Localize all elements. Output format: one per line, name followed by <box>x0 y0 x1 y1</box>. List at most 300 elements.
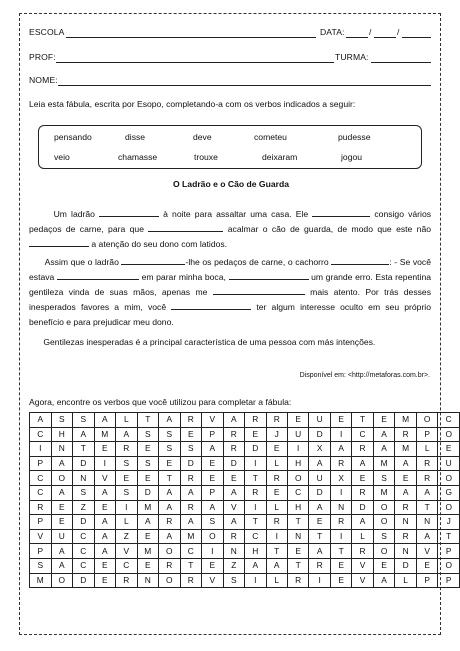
grid-cell[interactable]: A <box>116 427 137 442</box>
grid-cell[interactable]: A <box>94 529 116 544</box>
grid-cell[interactable]: N <box>330 500 351 515</box>
grid-cell[interactable]: R <box>116 442 137 457</box>
grid-cell[interactable]: P <box>202 485 224 500</box>
grid-row <box>30 544 460 559</box>
grid-cell[interactable]: D <box>137 485 159 500</box>
grid-cell[interactable]: M <box>94 427 116 442</box>
grid-cell[interactable]: U <box>309 413 330 428</box>
grid-cell[interactable]: L <box>416 442 438 457</box>
grid-cell[interactable]: N <box>395 515 417 530</box>
grid-cell[interactable]: P <box>416 427 438 442</box>
grid-cell[interactable]: P <box>30 515 52 530</box>
grid-cell[interactable]: R <box>159 515 181 530</box>
grid-cell[interactable]: A <box>51 544 73 559</box>
grid-cell[interactable]: P <box>30 456 52 471</box>
grid-cell[interactable]: E <box>373 413 395 428</box>
blank-field[interactable] <box>99 207 159 217</box>
grid-cell[interactable]: S <box>137 456 159 471</box>
grid-cell[interactable]: A <box>309 544 330 559</box>
grid-cell[interactable]: V <box>202 573 224 588</box>
grid-cell[interactable]: E <box>180 427 202 442</box>
story-text: -lhe os pedaços de carne, o cachorro <box>185 257 329 267</box>
grid-cell[interactable]: C <box>116 558 137 573</box>
word-bank-item: trouxe <box>194 152 218 162</box>
grid-cell[interactable]: S <box>137 427 159 442</box>
grid-cell[interactable]: O <box>438 427 460 442</box>
grid-cell[interactable]: R <box>180 471 202 486</box>
grid-cell[interactable]: C <box>245 529 266 544</box>
grid-cell[interactable]: S <box>373 529 395 544</box>
grid-cell[interactable]: T <box>352 413 373 428</box>
grid-cell[interactable]: Z <box>116 529 137 544</box>
grid-cell[interactable]: D <box>223 456 244 471</box>
blank-field[interactable] <box>331 255 389 265</box>
grid-cell[interactable]: R <box>266 471 287 486</box>
word-bank-item: pudesse <box>338 132 371 142</box>
grid-cell[interactable]: R <box>395 427 417 442</box>
grid-cell[interactable]: T <box>287 558 309 573</box>
grid-cell[interactable]: O <box>202 529 224 544</box>
grid-cell[interactable]: V <box>352 558 373 573</box>
blank-field[interactable] <box>57 270 139 280</box>
story-text: Gentilezas inesperadas é a principal característica de uma pessoa com más intenções. <box>43 337 376 347</box>
grid-cell[interactable]: E <box>330 413 351 428</box>
blank-field[interactable] <box>213 285 305 295</box>
grid-cell[interactable]: A <box>159 500 181 515</box>
nome-field[interactable] <box>58 85 431 86</box>
grid-cell[interactable]: T <box>287 515 309 530</box>
grid-cell[interactable]: R <box>416 456 438 471</box>
grid-cell[interactable]: R <box>180 573 202 588</box>
word-bank-item: cometeu <box>254 132 287 142</box>
grid-cell[interactable]: P <box>438 544 460 559</box>
grid-cell[interactable]: A <box>137 515 159 530</box>
grid-cell[interactable]: E <box>287 413 309 428</box>
grid-cell[interactable]: P <box>438 573 460 588</box>
story-text: : - Se você estava <box>29 257 431 282</box>
data-separator: / <box>369 27 372 37</box>
grid-cell[interactable]: E <box>309 515 330 530</box>
grid-cell[interactable]: R <box>352 544 373 559</box>
word-bank-item: pensando <box>54 132 92 142</box>
grid-cell[interactable]: C <box>73 529 94 544</box>
grid-cell[interactable]: S <box>159 427 181 442</box>
turma-label: TURMA: <box>335 52 369 62</box>
story-text: à noite para assaltar uma casa. Ele <box>163 209 309 219</box>
grid-cell[interactable]: E <box>137 529 159 544</box>
grid-cell[interactable]: A <box>352 456 373 471</box>
word-bank-item: disse <box>125 132 146 142</box>
grid-cell[interactable]: N <box>73 471 94 486</box>
story-paragraph-1 <box>29 207 431 252</box>
grid-cell[interactable]: A <box>94 515 116 530</box>
grid-cell[interactable]: E <box>159 456 181 471</box>
grid-cell[interactable]: E <box>94 558 116 573</box>
grid-cell[interactable]: S <box>159 442 181 457</box>
grid-cell[interactable]: A <box>373 442 395 457</box>
grid-cell[interactable]: I <box>245 456 266 471</box>
grid-cell[interactable]: T <box>137 413 159 428</box>
grid-cell[interactable]: E <box>94 500 116 515</box>
grid-cell[interactable]: I <box>266 529 287 544</box>
grid-cell[interactable]: A <box>73 427 94 442</box>
grid-cell[interactable]: I <box>245 573 266 588</box>
grid-cell[interactable]: M <box>395 413 417 428</box>
story-text: consigo vários pedaços de carne, para que <box>29 209 432 234</box>
grid-cell[interactable]: E <box>245 427 266 442</box>
grid-cell[interactable]: E <box>287 544 309 559</box>
grid-row <box>30 558 460 573</box>
grid-cell[interactable]: H <box>245 544 266 559</box>
grid-cell[interactable]: E <box>94 442 116 457</box>
story-text: Um ladrão <box>53 209 95 219</box>
grid-cell[interactable]: N <box>287 529 309 544</box>
grid-row <box>30 500 460 515</box>
grid-cell[interactable]: C <box>30 427 52 442</box>
grid-cell[interactable]: M <box>373 485 395 500</box>
grid-cell[interactable]: O <box>438 558 460 573</box>
data-label: DATA: <box>320 27 345 37</box>
grid-cell[interactable]: E <box>202 471 224 486</box>
grid-cell[interactable]: A <box>94 485 116 500</box>
data-year-field[interactable] <box>402 37 431 38</box>
grid-cell[interactable]: R <box>309 558 330 573</box>
data-day-field[interactable] <box>346 37 368 38</box>
grid-cell[interactable]: A <box>30 413 52 428</box>
turma-field[interactable] <box>371 62 431 63</box>
grid-cell[interactable]: O <box>416 413 438 428</box>
grid-cell[interactable]: M <box>395 442 417 457</box>
grid-cell[interactable]: R <box>352 485 373 500</box>
grid-cell[interactable]: E <box>137 442 159 457</box>
grid-cell[interactable]: A <box>94 544 116 559</box>
escola-field[interactable] <box>66 37 316 38</box>
grid-cell[interactable]: R <box>266 515 287 530</box>
grid-cell[interactable]: N <box>223 544 244 559</box>
story-text: Assim que o ladrão <box>44 257 119 267</box>
grid-cell[interactable]: D <box>245 442 266 457</box>
blank-field[interactable] <box>148 222 223 232</box>
grid-cell[interactable]: A <box>352 515 373 530</box>
grid-cell[interactable]: E <box>116 471 137 486</box>
grid-cell[interactable]: A <box>266 558 287 573</box>
grid-cell[interactable]: E <box>330 558 351 573</box>
grid-cell[interactable]: I <box>309 573 330 588</box>
grid-cell[interactable]: R <box>180 413 202 428</box>
grid-cell[interactable]: L <box>266 573 287 588</box>
story-title: O Ladrão e o Cão de Guarda <box>172 179 290 189</box>
grid-cell[interactable]: X <box>330 471 351 486</box>
blank-field[interactable] <box>29 237 89 247</box>
grid-cell[interactable]: E <box>137 558 159 573</box>
grid-cell[interactable]: C <box>73 558 94 573</box>
grid-cell[interactable]: T <box>245 515 266 530</box>
grid-cell[interactable]: R <box>395 529 417 544</box>
blank-field[interactable] <box>229 270 309 280</box>
grid-cell[interactable]: R <box>245 485 266 500</box>
grid-cell[interactable]: A <box>330 442 351 457</box>
blank-field[interactable] <box>171 300 251 310</box>
grid-cell[interactable]: S <box>180 442 202 457</box>
grid-cell[interactable]: M <box>137 544 159 559</box>
blank-field[interactable] <box>121 255 185 265</box>
story-text: ter algum interesse oculto em seu próprio benefício e para prejudicar meu dono. <box>29 302 431 327</box>
grid-row <box>30 529 460 544</box>
grid-cell[interactable]: A <box>416 529 438 544</box>
grid-cell[interactable]: D <box>352 500 373 515</box>
grid-cell[interactable]: M <box>137 500 159 515</box>
grid-cell[interactable]: P <box>202 427 224 442</box>
grid-cell[interactable]: L <box>116 515 137 530</box>
story-text: mais atento. Por trás desses inesperados favores a mim, você <box>29 287 432 312</box>
story-paragraph-3 <box>29 335 431 350</box>
grid-cell[interactable]: S <box>373 471 395 486</box>
grid-cell[interactable]: T <box>73 442 94 457</box>
grid-cell[interactable]: E <box>51 515 73 530</box>
grid-cell[interactable]: D <box>395 558 417 573</box>
grid-cell[interactable]: V <box>223 500 244 515</box>
grid-cell[interactable]: O <box>51 573 73 588</box>
grid-cell[interactable]: E <box>438 442 460 457</box>
data-month-field[interactable] <box>374 37 396 38</box>
grid-cell[interactable]: A <box>309 500 330 515</box>
grid-cell[interactable]: A <box>373 427 395 442</box>
grid-cell[interactable]: V <box>202 413 224 428</box>
grid-cell[interactable]: R <box>116 573 137 588</box>
grid-cell[interactable]: A <box>223 515 244 530</box>
grid-cell[interactable]: L <box>395 573 417 588</box>
grid-cell[interactable]: A <box>94 413 116 428</box>
grid-cell[interactable]: S <box>51 413 73 428</box>
grid-cell[interactable]: O <box>287 471 309 486</box>
grid-cell[interactable]: E <box>416 558 438 573</box>
grid-cell[interactable]: C <box>287 485 309 500</box>
grid-cell[interactable]: T <box>438 529 460 544</box>
grid-cell[interactable]: S <box>30 558 52 573</box>
word-bank-item: jogou <box>341 152 363 162</box>
grid-cell[interactable]: U <box>51 529 73 544</box>
grid-cell[interactable]: A <box>51 456 73 471</box>
grid-cell[interactable]: R <box>330 456 351 471</box>
grid-cell[interactable]: T <box>416 500 438 515</box>
grid-cell[interactable]: A <box>51 485 73 500</box>
grid-cell[interactable]: I <box>30 442 52 457</box>
story-text: um grande erro. Esta repentina gentileza vinda de suas mãos, apenas me <box>29 272 432 297</box>
grid-cell[interactable]: U <box>309 471 330 486</box>
grid-cell[interactable]: V <box>94 471 116 486</box>
grid-cell[interactable]: P <box>416 573 438 588</box>
grid-cell[interactable]: T <box>159 471 181 486</box>
grid-cell[interactable]: A <box>159 529 181 544</box>
grid-cell[interactable]: I <box>94 456 116 471</box>
grid-cell[interactable]: T <box>245 471 266 486</box>
grid-cell[interactable]: E <box>395 471 417 486</box>
grid-cell[interactable]: I <box>330 529 351 544</box>
grid-cell[interactable]: E <box>373 558 395 573</box>
grid-cell[interactable]: Z <box>223 558 244 573</box>
grid-cell[interactable]: C <box>352 427 373 442</box>
grid-cell[interactable]: E <box>223 471 244 486</box>
word-bank-item: deve <box>193 132 212 142</box>
instructions: Leia esta fábula, escrita por Esopo, completando-a com os verbos indicados a seguir: <box>29 99 356 109</box>
grid-cell[interactable]: D <box>309 485 330 500</box>
grid-cell[interactable]: V <box>352 573 373 588</box>
grid-cell[interactable]: L <box>116 413 137 428</box>
grid-cell[interactable]: E <box>94 573 116 588</box>
grid-cell[interactable]: E <box>266 485 287 500</box>
grid-cell[interactable]: N <box>137 573 159 588</box>
grid-cell[interactable]: J <box>266 427 287 442</box>
grid-cell[interactable]: A <box>202 442 224 457</box>
grid-cell[interactable]: A <box>395 456 417 471</box>
grid-row <box>30 515 460 530</box>
grid-cell[interactable]: A <box>180 485 202 500</box>
grid-cell[interactable]: E <box>51 500 73 515</box>
grid-cell[interactable]: E <box>266 442 287 457</box>
grid-cell[interactable]: E <box>330 573 351 588</box>
word-bank-item: veio <box>54 152 70 162</box>
grid-cell[interactable]: E <box>352 471 373 486</box>
grid-cell[interactable]: O <box>373 500 395 515</box>
grid-row <box>30 413 460 428</box>
source-credit: Disponível em: <http://metaforas.com.br>. <box>299 372 430 379</box>
grid-cell[interactable]: T <box>180 558 202 573</box>
word-bank-item: chamasse <box>118 152 158 162</box>
story-text: em parar minha boca, <box>141 272 226 282</box>
grid-cell[interactable]: R <box>266 413 287 428</box>
grid-cell[interactable]: E <box>202 558 224 573</box>
grid-cell[interactable]: I <box>330 427 351 442</box>
grid-cell[interactable]: R <box>330 515 351 530</box>
grid-cell[interactable]: M <box>373 456 395 471</box>
grid-cell[interactable]: R <box>395 500 417 515</box>
grid-cell[interactable]: V <box>116 544 137 559</box>
grid-cell[interactable]: N <box>395 544 417 559</box>
grid-cell[interactable]: N <box>51 442 73 457</box>
grid-cell[interactable]: R <box>223 529 244 544</box>
grid-cell[interactable]: M <box>30 573 52 588</box>
grid-cell[interactable]: S <box>223 573 244 588</box>
grid-cell[interactable]: A <box>202 500 224 515</box>
grid-cell[interactable]: H <box>287 456 309 471</box>
grid-cell[interactable]: E <box>202 456 224 471</box>
grid-cell[interactable]: R <box>223 427 244 442</box>
grid-cell[interactable]: C <box>438 413 460 428</box>
grid-cell[interactable]: T <box>330 544 351 559</box>
grid-cell[interactable]: G <box>438 485 460 500</box>
grid-cell[interactable]: I <box>202 544 224 559</box>
grid-cell[interactable]: C <box>180 544 202 559</box>
grid-cell[interactable]: T <box>266 544 287 559</box>
grid-cell[interactable]: R <box>30 500 52 515</box>
grid-cell[interactable]: N <box>416 515 438 530</box>
prof-field[interactable] <box>56 62 334 63</box>
grid-cell[interactable]: A <box>395 485 417 500</box>
grid-cell[interactable]: O <box>438 500 460 515</box>
grid-cell[interactable]: R <box>180 500 202 515</box>
grid-cell[interactable]: Z <box>73 500 94 515</box>
grid-cell[interactable]: O <box>51 471 73 486</box>
prof-label: PROF: <box>29 52 56 62</box>
grid-cell[interactable]: R <box>245 413 266 428</box>
grid-cell[interactable]: A <box>416 485 438 500</box>
grid-cell[interactable]: A <box>51 558 73 573</box>
grid-cell[interactable]: O <box>438 471 460 486</box>
grid-cell[interactable]: A <box>223 413 244 428</box>
nome-label: NOME: <box>29 75 58 85</box>
grid-row <box>30 442 460 457</box>
grid-cell[interactable]: D <box>180 456 202 471</box>
grid-row <box>30 456 460 471</box>
grid-cell[interactable]: D <box>73 515 94 530</box>
grid-cell[interactable]: S <box>116 456 137 471</box>
grid-cell[interactable]: R <box>223 442 244 457</box>
grid-cell[interactable]: D <box>73 573 94 588</box>
escola-label: ESCOLA <box>29 27 65 37</box>
grid-cell[interactable]: R <box>287 573 309 588</box>
grid-cell[interactable]: A <box>373 573 395 588</box>
grid-row <box>30 485 460 500</box>
grid-cell[interactable]: C <box>30 471 52 486</box>
grid-cell[interactable]: X <box>309 442 330 457</box>
grid-cell[interactable]: L <box>266 456 287 471</box>
grid-cell[interactable]: O <box>373 515 395 530</box>
grid-cell[interactable]: A <box>159 413 181 428</box>
grid-cell[interactable]: I <box>287 442 309 457</box>
blank-field[interactable] <box>312 207 370 217</box>
grid-cell[interactable]: R <box>352 442 373 457</box>
grid-cell[interactable]: A <box>223 485 244 500</box>
grid-cell[interactable]: R <box>416 471 438 486</box>
grid-cell[interactable]: H <box>51 427 73 442</box>
grid-cell[interactable]: D <box>73 456 94 471</box>
grid-cell[interactable]: O <box>373 544 395 559</box>
grid-cell[interactable]: O <box>159 544 181 559</box>
grid-cell[interactable]: V <box>416 544 438 559</box>
grid-cell[interactable]: A <box>309 456 330 471</box>
grid-cell[interactable]: P <box>30 544 52 559</box>
grid-cell[interactable]: M <box>180 529 202 544</box>
grid-cell[interactable]: H <box>287 500 309 515</box>
grid-cell[interactable]: C <box>30 485 52 500</box>
grid-cell[interactable]: A <box>159 485 181 500</box>
grid-cell[interactable]: E <box>137 471 159 486</box>
grid-cell[interactable]: D <box>309 427 330 442</box>
grid-cell[interactable]: S <box>202 515 224 530</box>
grid-cell[interactable]: J <box>438 515 460 530</box>
grid-cell[interactable]: O <box>159 573 181 588</box>
grid-cell[interactable]: V <box>30 529 52 544</box>
grid-cell[interactable]: U <box>287 427 309 442</box>
grid-cell[interactable]: T <box>309 529 330 544</box>
grid-row <box>30 427 460 442</box>
grid-cell[interactable]: U <box>438 456 460 471</box>
grid-cell[interactable]: I <box>116 500 137 515</box>
grid-cell[interactable]: S <box>116 485 137 500</box>
grid-cell[interactable]: A <box>180 515 202 530</box>
word-bank-item: deixaram <box>262 152 298 162</box>
grid-cell[interactable]: I <box>330 485 351 500</box>
grid-cell[interactable]: S <box>73 485 94 500</box>
grid-cell[interactable]: C <box>73 544 94 559</box>
story-paragraph-2 <box>29 255 431 330</box>
grid-cell[interactable]: S <box>73 413 94 428</box>
grid-cell[interactable]: R <box>159 558 181 573</box>
grid-cell[interactable]: L <box>352 529 373 544</box>
grid-cell[interactable]: A <box>245 558 266 573</box>
grid-cell[interactable]: I <box>245 500 266 515</box>
grid-cell[interactable]: L <box>266 500 287 515</box>
